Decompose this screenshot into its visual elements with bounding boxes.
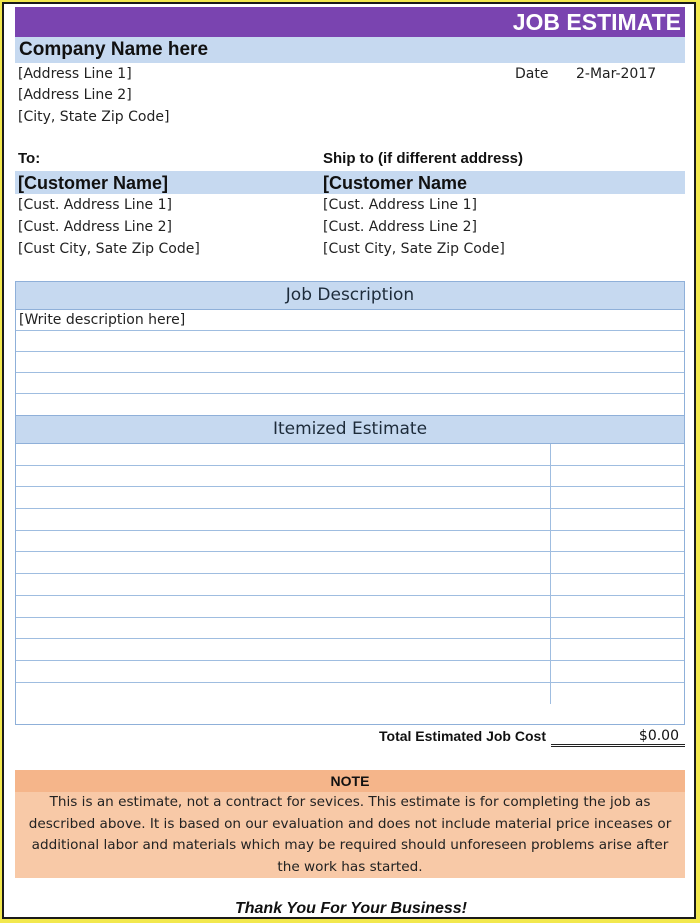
estimate-item-cell[interactable] [16,574,551,595]
estimate-amount-cell[interactable] [551,487,684,508]
bill-to-address-line-1[interactable]: [Cust. Address Line 1] [18,197,172,213]
company-address-line-1[interactable]: [Address Line 1] [18,66,132,82]
company-address-line-2[interactable]: [Address Line 2] [18,87,132,103]
estimate-amount-cell[interactable] [551,618,684,639]
note-title: NOTE [15,770,685,792]
ship-to-address-line-2[interactable]: [Cust. Address Line 2] [323,219,477,235]
description-line[interactable] [16,331,684,352]
bill-to-customer-name[interactable]: [Customer Name] [18,173,169,193]
estimate-amount-cell[interactable] [551,596,684,617]
itemized-estimate-section [15,416,685,725]
ship-to-city-state-zip[interactable]: [Cust City, Sate Zip Code] [323,241,505,257]
description-line[interactable] [16,373,684,394]
note-text: This is an estimate, not a contract for sevices. This estimate is for completing the job as described above. It is based on our evaluation and does not include material price inceases or additional labor and materials which may be required should unforeseen problems arise after the work has started. [28,794,672,875]
estimate-row [16,466,684,488]
description-line[interactable] [16,394,684,415]
ship-to-customer-name[interactable]: [Customer Name [323,173,468,193]
estimate-row [16,531,684,553]
estimate-row [16,509,684,531]
estimate-item-cell[interactable] [16,683,551,705]
thank-you-message: Thank You For Your Business! [234,900,468,917]
estimate-item-cell[interactable] [16,618,551,639]
bill-to-label: To: [18,150,41,167]
document-title: JOB ESTIMATE [15,7,685,37]
estimate-amount-cell[interactable] [551,639,684,660]
itemized-estimate-heading: Itemized Estimate [16,416,684,444]
estimate-amount-cell[interactable] [551,466,684,487]
total-value: $0.00 [551,725,685,747]
estimate-item-cell[interactable] [16,661,551,682]
estimate-item-cell[interactable] [16,552,551,573]
note-box [15,770,685,878]
company-city-state-zip[interactable]: [City, State Zip Code] [18,109,170,125]
estimate-row [16,683,684,705]
estimate-item-cell[interactable] [16,639,551,660]
bill-to-city-state-zip[interactable]: [Cust City, Sate Zip Code] [18,241,200,257]
estimate-row [16,639,684,661]
estimate-item-cell[interactable] [16,531,551,552]
bill-to-address-line-2[interactable]: [Cust. Address Line 2] [18,219,172,235]
estimate-item-cell[interactable] [16,466,551,487]
estimate-row [16,574,684,596]
estimate-item-cell[interactable] [16,596,551,617]
job-description-section [15,281,685,416]
estimate-row [16,487,684,509]
job-description-heading: Job Description [16,282,684,310]
estimate-amount-cell[interactable] [551,574,684,595]
estimate-row [16,618,684,640]
estimate-amount-cell[interactable] [551,661,684,682]
description-line[interactable] [16,352,684,373]
estimate-row [16,596,684,618]
estimate-item-cell[interactable] [16,509,551,530]
ship-to-address-line-1[interactable]: [Cust. Address Line 1] [323,197,477,213]
estimate-amount-cell[interactable] [551,683,684,705]
estimate-page [2,2,696,919]
estimate-amount-cell[interactable] [551,531,684,552]
estimate-amount-cell[interactable] [551,444,684,465]
estimate-item-cell[interactable] [16,487,551,508]
estimate-row [16,444,684,466]
total-label: Total Estimated Job Cost [379,728,546,744]
estimate-row [16,661,684,683]
description-line[interactable]: [Write description here] [16,310,684,331]
estimate-amount-cell[interactable] [551,552,684,573]
ship-to-label: Ship to (if different address) [323,150,524,167]
estimate-item-cell[interactable] [16,444,551,465]
company-name[interactable]: Company Name here [15,37,685,63]
date-label: Date [515,66,549,82]
estimate-row [16,552,684,574]
date-value[interactable]: 2-Mar-2017 [576,66,657,82]
estimate-amount-cell[interactable] [551,509,684,530]
